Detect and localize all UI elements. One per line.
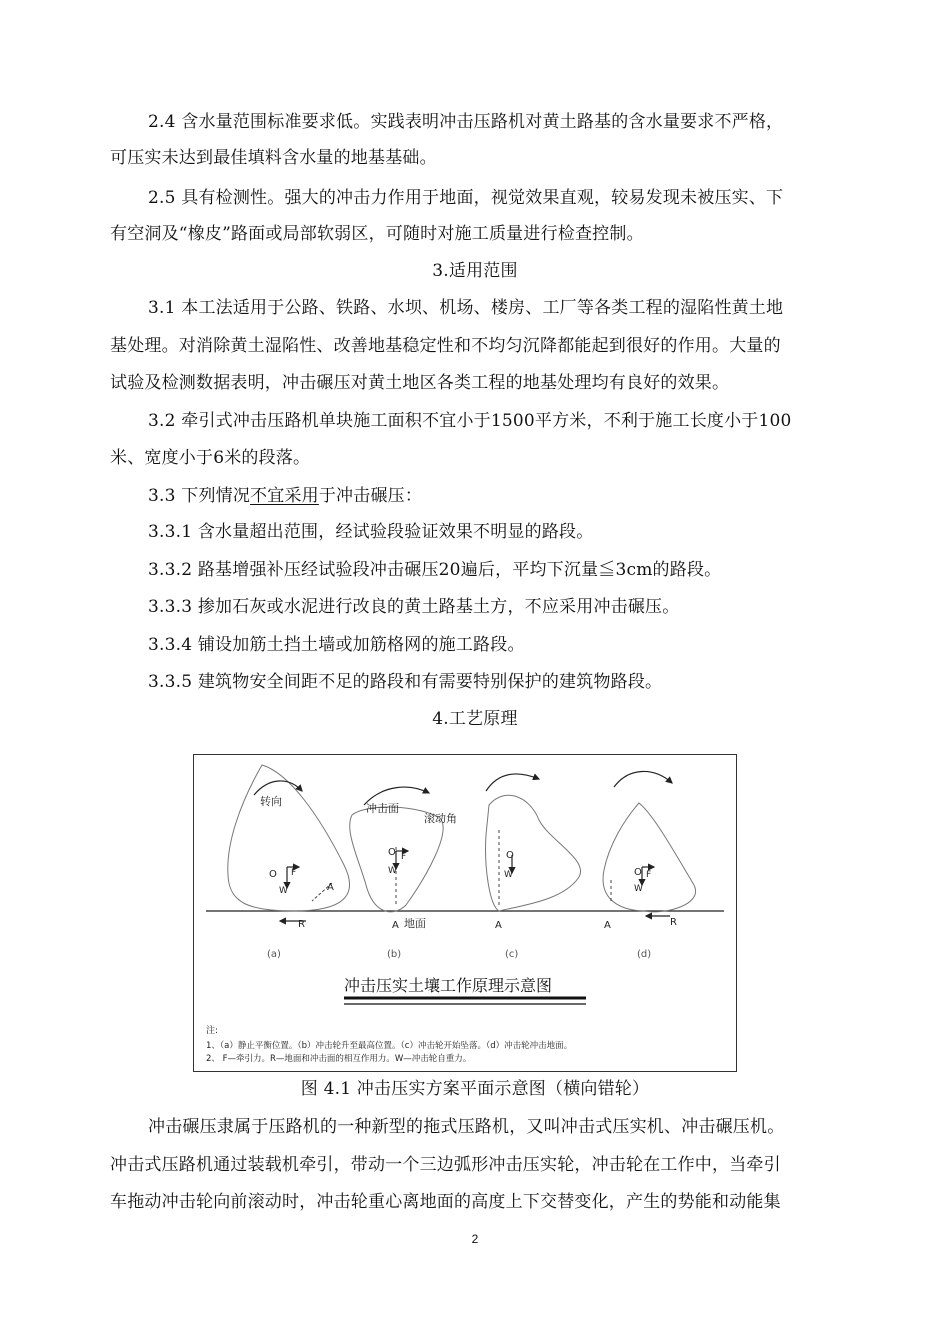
wheel-d <box>603 803 696 912</box>
note-2: 2、 F—牵引力。R—地面和冲击面的相互作用力。W—冲击轮自重力。 <box>206 1054 472 1064</box>
paragraph-3-3 <box>148 484 890 508</box>
paragraph-3-3-2: 3.3.2 路基增强补压经试验段冲击碾压20遍后，平均下沉量≦3cm的路段。 <box>148 560 722 580</box>
figure-title: 冲击压实土壤工作原理示意图 <box>344 976 553 995</box>
paragraph-3-3-underlined: 不宜采用 <box>250 486 319 506</box>
paragraph-3-3-prefix: 3.3 下列情况 <box>148 486 251 506</box>
heading-3: 3.适用范围 <box>432 261 518 281</box>
label-w-a: W <box>279 886 288 896</box>
label-o-d: O <box>634 867 642 878</box>
label-o-a: O <box>269 869 277 880</box>
paragraph-3-1-line-3: 试验及检测数据表明，冲击碾压对黄土地区各类工程的地基处理均有良好的效果。 <box>110 373 730 393</box>
heading-4: 4.工艺原理 <box>432 709 518 729</box>
paragraph-2-5-line-2: 有空洞及“橡皮”路面或局部软弱区，可随时对施工质量进行检查控制。 <box>110 224 644 244</box>
label-a-d: A <box>604 920 611 931</box>
page-number: 2 <box>471 1232 479 1246</box>
paragraph-4-line-3: 车拖动冲击轮向前滚动时，冲击轮重心离地面的高度上下交替变化，产生的势能和动能集 <box>110 1192 781 1212</box>
sub-label-a: (a) <box>267 949 281 960</box>
label-f-d: F <box>646 870 652 880</box>
note-head: 注: <box>206 1026 219 1036</box>
paragraph-3-3-4: 3.3.4 铺设加筋土挡土墙或加筋格网的施工路段。 <box>148 635 525 655</box>
label-o-b: O <box>388 847 396 858</box>
sub-label-d: (d) <box>637 949 652 960</box>
label-w-c: W <box>504 870 513 880</box>
label-r-d: R <box>670 917 677 928</box>
label-impact-face: 冲击面 <box>366 802 399 815</box>
turn-arrow-d <box>614 771 672 787</box>
paragraph-3-3-suffix: 于冲击碾压： <box>318 486 423 506</box>
label-roll-angle: 滚动角 <box>424 812 457 825</box>
paragraph-3-2-line-2: 米、宽度小于6米的段落。 <box>110 448 311 468</box>
label-a-a: A <box>327 882 334 893</box>
note-1: 1、（a）静止平衡位置。（b）冲击轮升至最高位置。（c）冲击轮开始坠落。（d）冲击轮冲击地面。 <box>206 1041 573 1051</box>
paragraph-2-4-line-2: 可压实未达到最佳填料含水量的地基基础。 <box>110 148 437 168</box>
label-turn: 转向 <box>260 795 282 808</box>
paragraph-4-line-1: 冲击碾压隶属于压路机的一种新型的拖式压路机，又叫冲击式压实机、冲击碾压机。 <box>148 1117 785 1137</box>
paragraph-2-5-line-1: 2.5 具有检测性。强大的冲击力作用于地面，视觉效果直观，较易发现未被压实、下 <box>148 188 784 208</box>
principle-figure <box>193 754 737 1072</box>
figure-caption: 图 4.1 冲击压实方案平面示意图（横向错轮） <box>300 1079 650 1099</box>
sub-label-c: (c) <box>505 949 519 960</box>
label-r-a: R <box>298 919 305 930</box>
label-a-c: A <box>495 920 502 931</box>
wheel-c <box>486 795 581 911</box>
label-w-d: W <box>634 884 643 894</box>
paragraph-3-2-line-1: 3.2 牵引式冲击压路机单块施工面积不宜小于1500平方米，不利于施工长度小于100 <box>148 411 792 431</box>
turn-arrow-c <box>486 774 539 791</box>
label-ground: 地面 <box>404 917 426 930</box>
label-f-b: F <box>401 852 407 862</box>
sub-label-b: (b) <box>387 949 402 960</box>
figure-drawing <box>194 755 738 1073</box>
paragraph-3-1-line-1: 3.1 本工法适用于公路、铁路、水坝、机场、楼房、工厂等各类工程的湿陷性黄土地 <box>148 298 784 318</box>
label-w-b: W <box>388 866 397 876</box>
paragraph-3-1-line-2: 基处理。对消除黄土湿陷性、改善地基稳定性和不均匀沉降都能起到很好的作用。大量的 <box>110 336 781 356</box>
paragraph-3-3-1: 3.3.1 含水量超出范围，经试验段验证效果不明显的路段。 <box>148 522 594 542</box>
label-a-b: A <box>392 920 399 931</box>
paragraph-4-line-2: 冲击式压路机通过装载机牵引，带动一个三边弧形冲击压实轮，冲击轮在工作中，当牵引 <box>110 1155 781 1175</box>
paragraph-3-3-3: 3.3.3 掺加石灰或水泥进行改良的黄土路基土方，不应采用冲击碾压。 <box>148 597 680 617</box>
label-f-a: F <box>291 868 297 878</box>
label-o-c: O <box>506 850 514 861</box>
paragraph-3-3-5: 3.3.5 建筑物安全间距不足的路段和有需要特别保护的建筑物路段。 <box>148 672 663 692</box>
paragraph-2-4-line-1: 2.4 含水量范围标准要求低。实践表明冲击压路机对黄土路基的含水量要求不严格， <box>148 112 784 132</box>
